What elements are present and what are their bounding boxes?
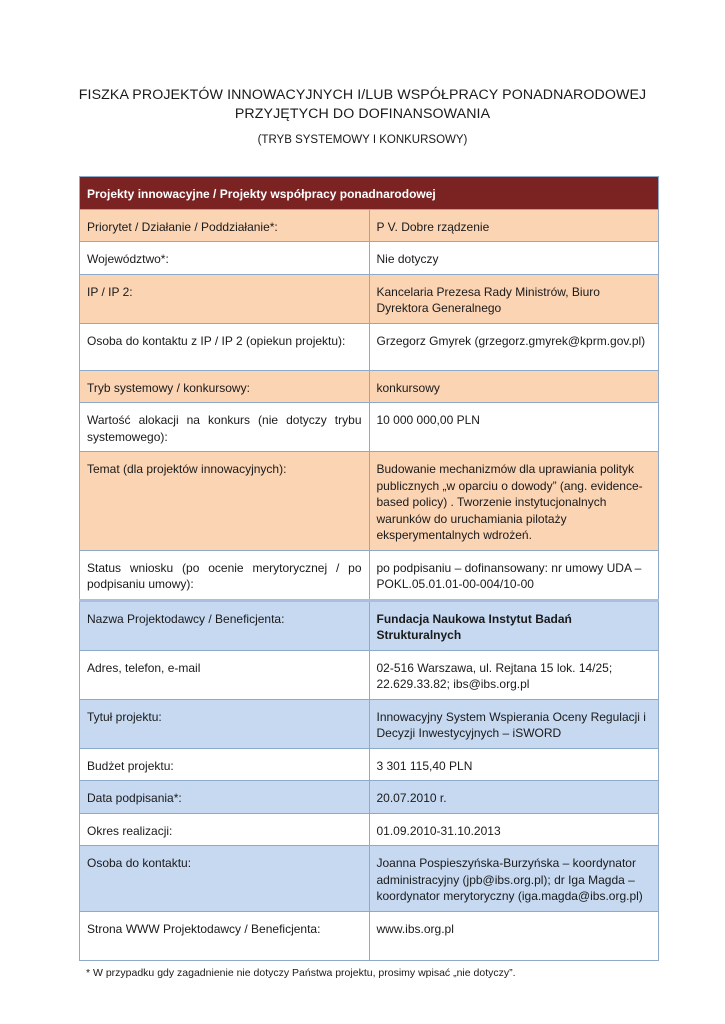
row-label: Nazwa Projektodawcy / Beneficjenta: (80, 600, 370, 650)
row-value: 3 301 115,40 PLN (369, 748, 659, 781)
row-value: po podpisaniu – dofinansowany: nr umowy UDA – POKL.05.01.01-00-004/10-00 (369, 550, 659, 600)
row-label: Data podpisania*: (80, 781, 370, 814)
row-label: Osoba do kontaktu z IP / IP 2 (opiekun projektu): (80, 323, 370, 370)
row-value: 01.09.2010-31.10.2013 (369, 813, 659, 846)
table-heading-row (80, 177, 659, 210)
row-value: P V. Dobre rządzenie (369, 209, 659, 242)
table-row-ip-contact (80, 323, 659, 370)
table-row-project-title (80, 699, 659, 748)
row-label: Tytuł projektu: (80, 699, 370, 748)
table-row-ip (80, 274, 659, 323)
row-label: Osoba do kontaktu: (80, 846, 370, 912)
table-row-beneficiary (80, 600, 659, 650)
row-label: Budżet projektu: (80, 748, 370, 781)
row-label: Adres, telefon, e-mail (80, 650, 370, 699)
table-row-mode (80, 370, 659, 403)
table-row-contact-person (80, 846, 659, 912)
project-card-table (79, 176, 659, 961)
row-label: Wartość alokacji na konkurs (nie dotyczy trybu systemowego): (80, 403, 370, 452)
row-label: IP / IP 2: (80, 274, 370, 323)
table-row-priority (80, 209, 659, 242)
row-value: 10 000 000,00 PLN (369, 403, 659, 452)
table-row-address (80, 650, 659, 699)
table-row-allocation (80, 403, 659, 452)
table-row-signing-date (80, 781, 659, 814)
row-value: konkursowy (369, 370, 659, 403)
table-heading: Projekty innowacyjne / Projekty współpracy ponadnarodowej (80, 177, 659, 210)
document-title (60, 86, 665, 124)
row-label: Województwo*: (80, 242, 370, 275)
row-value: 20.07.2010 r. (369, 781, 659, 814)
row-value: Kancelaria Prezesa Rady Ministrów, Biuro Dyrektora Generalnego (369, 274, 659, 323)
table-row-website (80, 911, 659, 960)
title-line-1: FISZKA PROJEKTÓW INNOWACYJNYCH I/LUB WSPÓŁPRACY PONADNARODOWEJ (78, 87, 647, 103)
table-row-topic (80, 452, 659, 551)
row-label: Priorytet / Działanie / Poddziałanie*: (80, 209, 370, 242)
row-label: Okres realizacji: (80, 813, 370, 846)
row-value: Innowacyjny System Wspierania Oceny Regulacji i Decyzji Inwestycyjnych – iSWORD (369, 699, 659, 748)
footnote: * W przypadku gdy zagadnienie nie dotyczy Państwa projektu, prosimy wpisać „nie dotyczy”. (86, 967, 516, 979)
row-value: Joanna Pospieszyńska-Burzyńska – koordynator administracyjny (jpb@ibs.org.pl); dr Iga Magda – koordynator merytoryczny (iga.magda@ibs.org.pl) (369, 846, 659, 912)
row-value: Fundacja Naukowa Instytut Badań Strukturalnych (369, 600, 659, 650)
document-subtitle: (TRYB SYSTEMOWY I KONKURSOWY) (257, 134, 468, 146)
row-label: Tryb systemowy / konkursowy: (80, 370, 370, 403)
table-row-period (80, 813, 659, 846)
row-value: Budowanie mechanizmów dla uprawiania polityk publicznych „w oparciu o dowody” (ang. evidence-based policy) . Tworzenie instytucjonalnych warunków do uruchamiania pilotaży eksperymentalnych wdrożeń. (369, 452, 659, 551)
table-row-budget (80, 748, 659, 781)
row-label: Strona WWW Projektodawcy / Beneficjenta: (80, 911, 370, 960)
row-value: www.ibs.org.pl (369, 911, 659, 960)
table-row-voivodeship (80, 242, 659, 275)
table-row-status (80, 550, 659, 600)
title-line-2: PRZYJĘTYCH DO DOFINANSOWANIA (234, 106, 491, 122)
row-value: Grzegorz Gmyrek (grzegorz.gmyrek@kprm.gov.pl) (369, 323, 659, 370)
row-label: Temat (dla projektów innowacyjnych): (80, 452, 370, 551)
row-value: 02-516 Warszawa, ul. Rejtana 15 lok. 14/25; 22.629.33.82; ibs@ibs.org.pl (369, 650, 659, 699)
row-label: Status wniosku (po ocenie merytorycznej / po podpisaniu umowy): (80, 550, 370, 600)
row-value: Nie dotyczy (369, 242, 659, 275)
